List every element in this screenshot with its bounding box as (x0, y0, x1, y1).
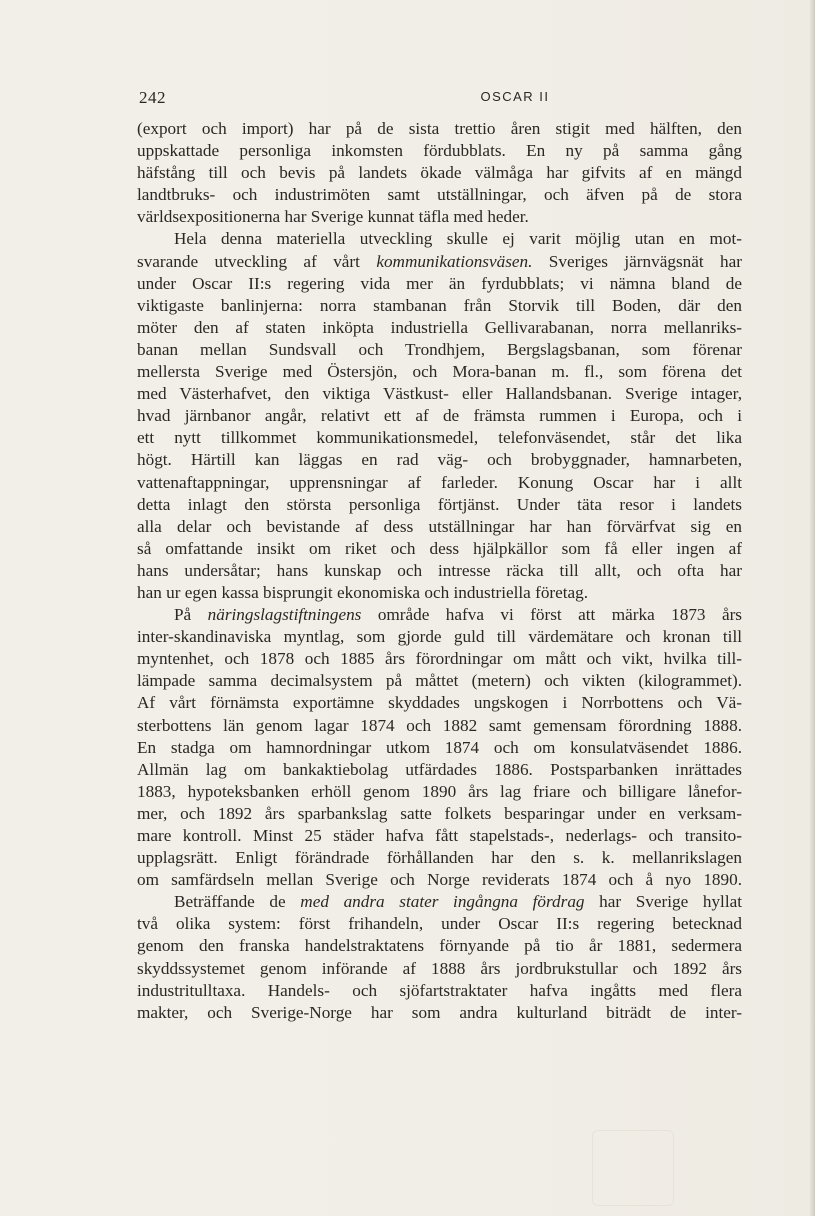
text-span: En stadga om hamnordningar utkom 1874 och om konsulatväsendet 1886. (137, 737, 742, 757)
text-line (137, 427, 742, 449)
text-span: mellersta Sverige med Östersjön, och Mora-banan m. fl., som förena det (137, 362, 742, 382)
text-line (137, 825, 742, 847)
text-span: lämpade samma decimalsystem på måttet (metern) och vikten (kilogrammet). (137, 671, 742, 691)
text-line (137, 847, 742, 869)
italic-phrase: med andra stater ingångna fördrag (300, 892, 585, 912)
text-line (137, 383, 742, 405)
text-line (137, 228, 742, 250)
text-span: hans undersåtar; hans kunskap och intresse räcka till allt, och ofta har (137, 560, 742, 580)
text-line (137, 472, 742, 494)
text-span: viktigaste banlinjerna: norra stambanan från Storvik till Boden, där den (137, 295, 742, 315)
text-line (137, 1002, 742, 1024)
text-line (137, 494, 742, 516)
text-span: har Sverige hyllat (584, 892, 743, 912)
text-span: upplagsrätt. Enligt förändrade förhållanden har den s. k. mellanrikslagen (137, 848, 742, 868)
text-line (137, 648, 742, 670)
text-line (137, 140, 742, 162)
text-span: På (174, 605, 208, 625)
text-line (137, 692, 742, 714)
text-span: alla delar och bevistande af dess utställningar har han förvärfvat sig en (137, 516, 742, 536)
paper-smudge (592, 1130, 674, 1206)
text-span: banan mellan Sundsvall och Trondhjem, Bergslagsbanan, som förenar (137, 339, 742, 359)
text-line (137, 339, 742, 361)
text-span: han ur egen kassa bisprungit ekonomiska och industriella företag. (137, 582, 589, 602)
text-line (137, 958, 742, 980)
body-text (137, 118, 742, 1024)
text-span: mer, och 1892 års sparbankslag satte folkets besparingar under en verksam- (137, 803, 742, 823)
text-span: två olika system: först frihandeln, under Oscar II:s regering betecknad (137, 914, 742, 934)
text-span: Beträffande de (174, 892, 301, 912)
page-number: 242 (139, 88, 166, 107)
text-line (137, 582, 742, 604)
text-line (137, 361, 742, 383)
running-head: OSCAR II (480, 89, 550, 104)
text-span: industritulltaxa. Handels- och sjöfartstraktater hafva ingåtts med flera (137, 980, 742, 1000)
text-line (137, 538, 742, 560)
text-span: (export och import) har på de sista trettio åren stigit med hälften, den (137, 119, 742, 138)
text-span: under Oscar II:s regering vida mer än fyrdubblats; vi nämna bland de (137, 273, 742, 293)
text-span: myntenhet, och 1878 och 1885 års förordningar om mått och vikt, hvilka till- (137, 649, 742, 669)
text-line (137, 935, 742, 957)
text-span: landtbruks- och industrimöten samt utställningar, och äfven på de stora (137, 185, 742, 205)
text-line (137, 317, 742, 339)
text-span: häfstång till och bevis på landets ökade välmåga har gifvits af en mängd (137, 163, 742, 183)
text-span: uppskattade personliga inkomsten fördubblats. En ny på samma gång (137, 141, 742, 161)
text-line (137, 295, 742, 317)
text-span: 1883, hypoteksbanken erhöll genom 1890 års lag friare och billigare lånefor- (137, 781, 742, 801)
text-line (137, 913, 742, 935)
text-span: möter den af staten inköpta industriella Gellivarabanan, norra mellanriks- (137, 317, 742, 337)
text-line (137, 891, 742, 913)
text-line (137, 251, 742, 273)
page-edge-shadow (809, 0, 815, 1216)
text-line (137, 670, 742, 692)
text-line (137, 869, 742, 891)
text-line (137, 803, 742, 825)
text-span: vattenaftappningar, upprensningar af farleder. Konung Oscar har i allt (137, 472, 742, 492)
italic-phrase: kommunikationsväsen. (376, 251, 533, 271)
text-line (137, 626, 742, 648)
text-span: hvad järnbanor angår, relativt ett af de främsta rummen i Europa, och i (137, 406, 742, 426)
text-line (137, 162, 742, 184)
text-span: högt. Härtill kan läggas en rad väg- och brobyggnader, hamnarbeten, (137, 450, 742, 470)
text-line (137, 449, 742, 471)
text-span: om samfärdseln mellan Sverige och Norge reviderats 1874 och å nyo 1890. (137, 870, 742, 890)
text-span: sterbottens län genom lagar 1874 och 1882 samt gemensam förordning 1888. (137, 715, 742, 735)
text-line (137, 980, 742, 1002)
text-line (137, 206, 742, 228)
text-span: Allmän lag om bankaktiebolag utfärdades 1886. Postsparbanken inrättades (137, 759, 742, 779)
text-span: inter-skandinaviska myntlag, som gjorde guld till värdemätare och kronan till (137, 627, 742, 647)
text-line (137, 118, 742, 140)
italic-phrase: näringslagstiftningens (207, 605, 362, 625)
text-span: detta inlagt den största personliga förtjänst. Under täta resor i landets (137, 494, 742, 514)
text-line (137, 273, 742, 295)
text-span: så omfattande insikt om riket och dess hjälpkällor som få eller ingen af (137, 538, 742, 558)
text-line (137, 715, 742, 737)
text-span: med Västerhafvet, den viktiga Västkust- eller Hallandsbanan. Sverige intager, (137, 384, 742, 404)
text-line (137, 604, 742, 626)
text-span: skyddssystemet genom införande af 1888 års jordbrukstullar och 1892 års (137, 958, 742, 978)
text-span: mare kontroll. Minst 25 städer hafva fått stapelstads-, nederlags- och transito- (137, 826, 742, 845)
text-span: makter, och Sverige-Norge har som andra kulturland biträdt de inter- (137, 1002, 742, 1022)
text-line (137, 516, 742, 538)
text-span: ett nytt tillkommet kommunikationsmedel, telefonväsendet, står det lika (137, 428, 742, 448)
text-line (137, 184, 742, 206)
text-span: världsexpositionerna har Sverige kunnat täfla med heder. (137, 207, 529, 227)
text-span: svarande utveckling af vårt (137, 251, 377, 271)
text-line (137, 737, 742, 759)
text-span: genom den franska handelstraktatens förnyande på tio år 1881, sedermera (137, 936, 742, 956)
text-span: Af vårt förnämsta exportämne skyddades ungskogen i Norrbottens och Vä- (137, 693, 742, 713)
text-span: Sveriges järnvägsnät har (532, 251, 742, 271)
text-line (137, 759, 742, 781)
page-header (139, 88, 741, 112)
text-line (137, 405, 742, 427)
text-span: område hafva vi först att märka 1873 års (361, 605, 742, 625)
text-line (137, 781, 742, 803)
text-span: Hela denna materiella utveckling skulle ej varit möjlig utan en mot- (174, 229, 742, 249)
text-line (137, 560, 742, 582)
